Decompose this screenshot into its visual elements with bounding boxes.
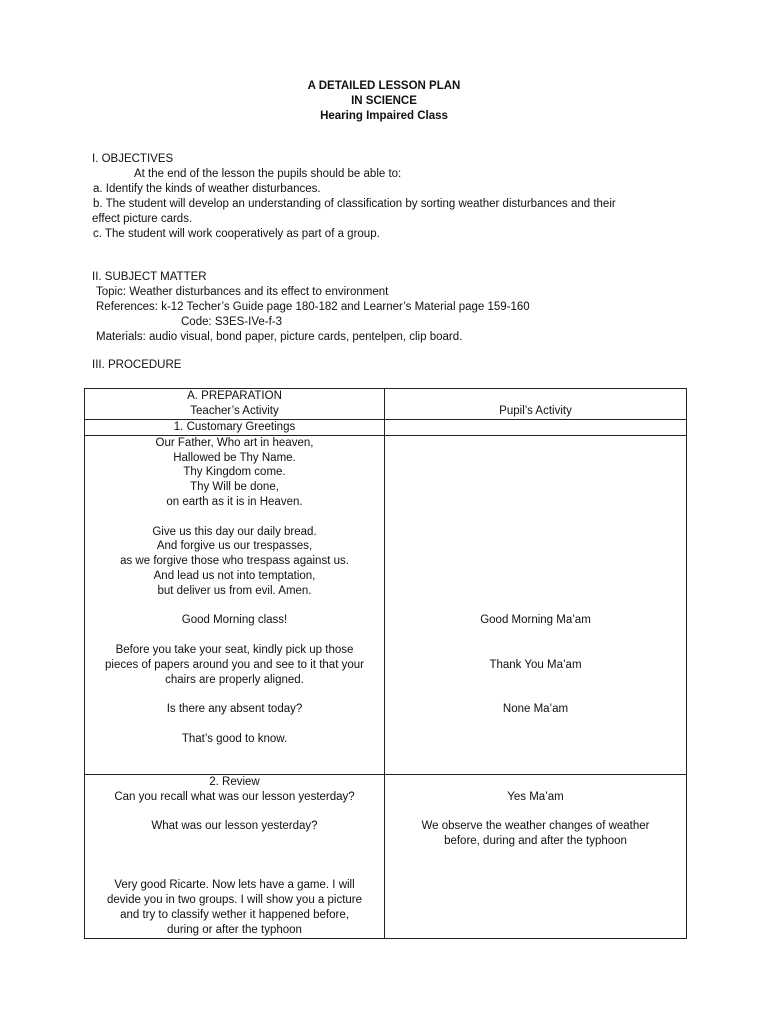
teacher-what-question: What was our lesson yesterday? <box>151 820 318 833</box>
review-label: 2. Review <box>209 775 260 788</box>
objective-b-line1: b. The student will develop an understanding of classification by sorting weather disturbances and their <box>93 198 616 210</box>
pupil-greeting: Good Morning Ma’am <box>480 614 591 627</box>
objective-b-line2: effect picture cards. <box>92 213 193 225</box>
teacher-greeting: Good Morning class! <box>181 614 288 627</box>
title-line-1: A DETAILED LESSON PLAN <box>307 80 461 92</box>
preparation-label: A. PREPARATION <box>187 390 282 402</box>
subject-matter-heading: II. SUBJECT MATTER <box>92 271 207 283</box>
code-line: Code: S3ES-IVe-f-3 <box>181 316 282 328</box>
prayer-line: as we forgive those who trespass against us. <box>120 555 349 568</box>
pupil-thanks: Thank You Ma’am <box>489 658 582 671</box>
title-line-2: IN SCIENCE <box>351 95 417 107</box>
procedure-heading: III. PROCEDURE <box>92 359 182 371</box>
subject-matter-section <box>92 270 692 345</box>
teacher-game-line: devide you in two groups. I will show you a picture <box>106 894 363 907</box>
table-row <box>85 420 687 436</box>
prayer-line: Thy Will be done, <box>190 481 279 494</box>
pupil-yes: Yes Ma’am <box>507 790 564 803</box>
prayer-line <box>85 510 384 525</box>
review-teacher-cell <box>85 774 385 938</box>
teacher-seat-line: chairs are properly aligned. <box>165 673 304 686</box>
pupil-header-cell <box>385 389 687 420</box>
prayer-line: on earth as it is in Heaven. <box>166 495 303 508</box>
references-line: References: k-12 Techer’s Guide page 180-182 and Learner’s Material page 159-160 <box>96 301 530 313</box>
pupil-activity-header: Pupil’s Activity <box>499 404 572 417</box>
objectives-heading: I. OBJECTIVES <box>92 153 174 165</box>
prayer-line: And forgive us our trespasses, <box>156 540 313 553</box>
greetings-label-cell <box>85 420 385 436</box>
teacher-good-to-know: That’s good to know. <box>181 732 288 745</box>
objective-a: a. Identify the kinds of weather disturbances. <box>93 183 321 195</box>
prayer-line: And lead us not into temptation, <box>153 569 316 582</box>
prayer-line: Give us this day our daily bread. <box>152 525 317 538</box>
table-row <box>85 435 687 774</box>
title-line-3: Hearing Impaired Class <box>320 110 448 122</box>
objective-c: c. The student will work cooperatively as part of a group. <box>93 228 380 240</box>
greetings-teacher-cell <box>85 435 385 774</box>
objectives-intro: At the end of the lesson the pupils should be able to: <box>134 168 402 180</box>
table-row <box>85 774 687 938</box>
document-title <box>0 79 768 124</box>
greetings-pupil-cell <box>385 435 687 774</box>
pupil-observe-line: before, during and after the typhoon <box>444 834 627 847</box>
empty-cell <box>385 420 687 436</box>
preparation-header-cell <box>85 389 385 420</box>
pupil-none: None Ma’am <box>502 703 569 716</box>
teacher-game-line: during or after the typhoon <box>167 923 302 936</box>
objectives-section <box>92 152 692 242</box>
prayer-line: but deliver us from evil. Amen. <box>157 584 312 597</box>
prayer-line: Our Father, Who art in heaven, <box>155 436 314 449</box>
procedure-section <box>92 358 692 373</box>
materials-line: Materials: audio visual, bond paper, picture cards, pentelpen, clip board. <box>96 331 463 343</box>
procedure-table <box>84 388 687 939</box>
teacher-seat-line: pieces of papers around you and see to it that your <box>105 658 364 671</box>
teacher-activity-header: Teacher’s Activity <box>190 404 279 417</box>
pupil-observe-line: We observe the weather changes of weather <box>421 820 650 833</box>
table-row <box>85 389 687 420</box>
greetings-label: 1. Customary Greetings <box>173 421 296 433</box>
prayer-line: Thy Kingdom come. <box>183 466 286 479</box>
review-pupil-cell <box>385 774 687 938</box>
prayer-line: Hallowed be Thy Name. <box>173 451 296 464</box>
teacher-absent-question: Is there any absent today? <box>166 703 303 716</box>
topic-line: Topic: Weather disturbances and its effect to environment <box>96 286 389 298</box>
teacher-game-line: and try to classify wether it happened before, <box>120 908 349 921</box>
teacher-recall-question: Can you recall what was our lesson yesterday? <box>114 790 355 803</box>
teacher-game-line: Very good Ricarte. Now lets have a game. I will <box>114 879 355 892</box>
teacher-seat-line: Before you take your seat, kindly pick up those <box>115 643 354 656</box>
